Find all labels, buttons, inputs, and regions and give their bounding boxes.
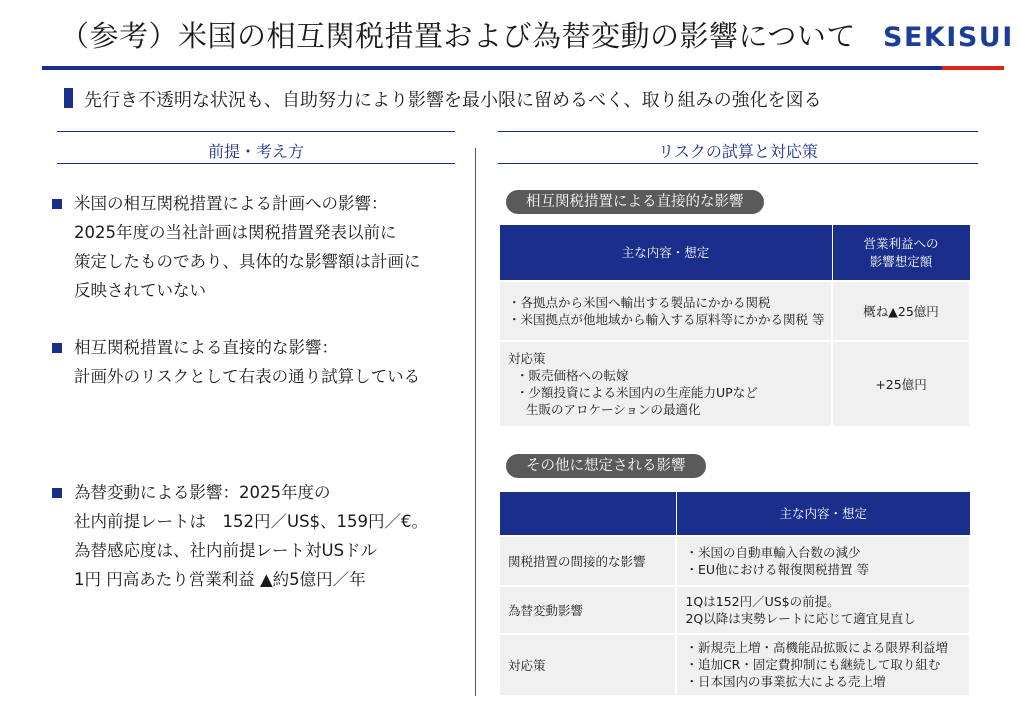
other-impact-pill: その他に想定される影響: [506, 454, 706, 478]
left-heading-text: 前提・考え方: [207, 142, 304, 161]
cell-line: 1Qは152円／US$の前提。: [685, 593, 840, 609]
cell-line: ・追加CR・固定費抑制にも継続して取り組む: [685, 657, 941, 672]
impact-value: 概ね▲25億円: [832, 281, 970, 341]
table-header-content: 主な内容・想定: [676, 492, 970, 536]
cell-line: ・米国の自動車輸入台数の減少: [685, 544, 861, 560]
row-label: 対応策: [499, 634, 676, 696]
table-row: [499, 634, 970, 696]
cell-line: ・日本国内の事業拡大による売上増: [685, 674, 886, 689]
right-column-heading: [498, 131, 978, 164]
title-rule: [42, 66, 942, 70]
left-column-heading: [57, 131, 455, 164]
sekisui-logo: SEKISUI: [883, 22, 1014, 53]
bullet-square-icon: [52, 199, 62, 209]
page-title: （参考）米国の相互関税措置および為替変動の影響について: [60, 19, 856, 53]
table-header-blank: [499, 492, 676, 536]
bullet-line: 相互関税措置による直接的な影響：: [74, 338, 338, 357]
bullet-line: 為替変動による影響：2025年度の: [74, 483, 331, 502]
bullet-square-icon: [52, 488, 62, 498]
title-rule-accent: [942, 66, 1004, 70]
column-divider: [475, 148, 476, 696]
table-row: [499, 281, 970, 341]
table-header-impact: 営業利益への 影響想定額: [832, 225, 970, 281]
bullet-line: 2025年度の当社計画は関税措置発表以前に: [74, 223, 397, 242]
cell-line: ・各拠点から米国へ輸出する製品にかかる関税: [508, 294, 771, 310]
table-row: [499, 341, 970, 427]
cell-line: ・EU他における報復関税措置 等: [685, 561, 869, 577]
bullet-line: 策定したものであり、具体的な影響額は計画に: [74, 252, 421, 271]
bullet-line: 反映されていない: [74, 281, 206, 300]
table-row: [499, 536, 970, 586]
other-impact-table: [498, 491, 971, 697]
cell-line: ・米国拠点が他地域から輸入する原料等にかかる関税 等: [508, 311, 825, 327]
row-label: 為替変動影響: [499, 586, 676, 634]
bullet-line: 為替感応度は、社内前提レート対USドル: [74, 541, 378, 560]
cell-line: ・新規売上増・高機能品拡販による限界利益増: [685, 640, 948, 655]
page-subtitle: 先行き不透明な状況も、自助努力により影響を最小限に留めるべく、取り組みの強化を図る: [84, 90, 822, 111]
cell-line: ・少額投資による米国内の生産能力UPなど: [516, 384, 758, 400]
bullet-line: 1円 円高あたり営業利益 ▲約5億円／年: [74, 570, 366, 589]
direct-impact-table: [498, 224, 971, 428]
cell-line: 2Q以降は実勢レートに応じて適宜見直し: [685, 610, 916, 626]
row-label: 関税措置の間接的な影響: [499, 536, 676, 586]
cell-line: 生販のアロケーションの最適化: [526, 401, 701, 417]
table-header-content: 主な内容・想定: [499, 225, 832, 281]
right-heading-text: リスクの試算と対応策: [658, 142, 818, 161]
cell-line: 対応策: [508, 350, 546, 366]
table-row: [499, 586, 970, 634]
cell-line: ・販売価格への転嫁: [516, 367, 629, 383]
impact-value: +25億円: [832, 341, 970, 427]
subtitle-marker: [64, 88, 73, 108]
bullet-line: 計画外のリスクとして右表の通り試算している: [74, 367, 421, 386]
bullet-square-icon: [52, 343, 62, 353]
direct-impact-pill: 相互関税措置による直接的な影響: [506, 190, 764, 214]
bullet-line: 米国の相互関税措置による計画への影響：: [74, 194, 388, 213]
bullet-line: 社内前提レートは 152円／US$、159円／€。: [74, 512, 429, 531]
